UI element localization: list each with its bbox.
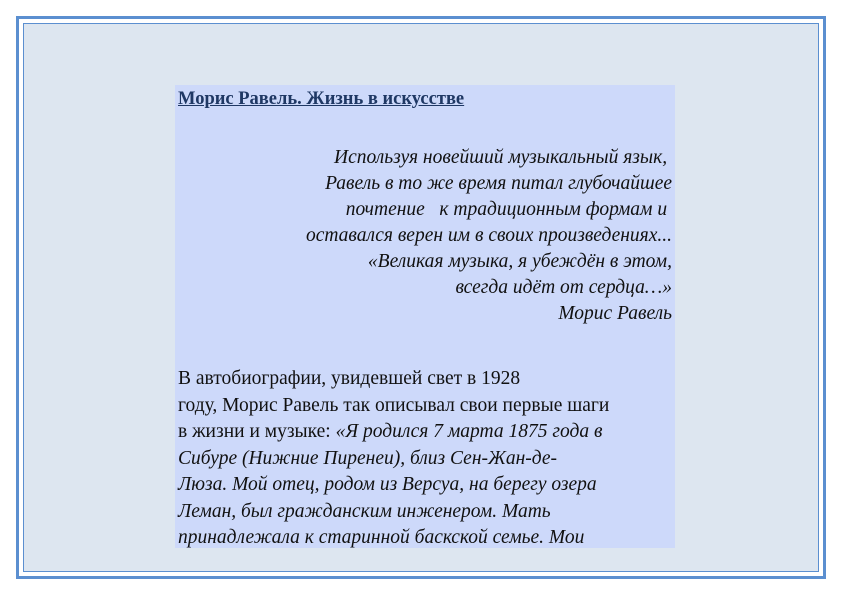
epigraph-line: Равель в то же время питал глубочайшее <box>325 173 672 194</box>
quote-line: Сибуре (Нижние Пиренеи), близ Сен-Жан-де- <box>178 447 558 469</box>
epigraph-line: всегда идёт от сердца…» <box>455 277 672 298</box>
body-paragraph <box>178 366 673 552</box>
body-line: В автобиографии, увидевшей свет в 1928 <box>178 368 521 389</box>
body-line-plain: в жизни и музыке: <box>178 421 336 442</box>
epigraph <box>306 145 672 327</box>
body-line <box>178 419 673 446</box>
epigraph-line: Используя новейший музыкальный язык, <box>334 147 672 168</box>
epigraph-line: «Великая музыка, я убеждён в этом, <box>367 251 672 272</box>
page-title: Морис Равель. Жизнь в искусстве <box>178 89 465 109</box>
quote-line: Люза. Мой отец, родом из Версуа, на берегу озера <box>178 474 597 495</box>
body-line: году, Морис Равель так описывал свои первые шаги <box>178 394 610 416</box>
text-block <box>175 85 675 548</box>
epigraph-line: оставался верен им в своих произведениях... <box>305 225 672 246</box>
quote-line: принадлежала к старинной баскской семье. Мои <box>178 527 585 548</box>
quote-line: Леман, был гражданским инженером. Мать <box>178 500 551 522</box>
epigraph-author: Морис Равель <box>558 303 672 324</box>
quote-start: «Я родился 7 марта 1875 года в <box>335 421 603 442</box>
epigraph-line: почтение к традиционным формам и <box>345 199 672 220</box>
